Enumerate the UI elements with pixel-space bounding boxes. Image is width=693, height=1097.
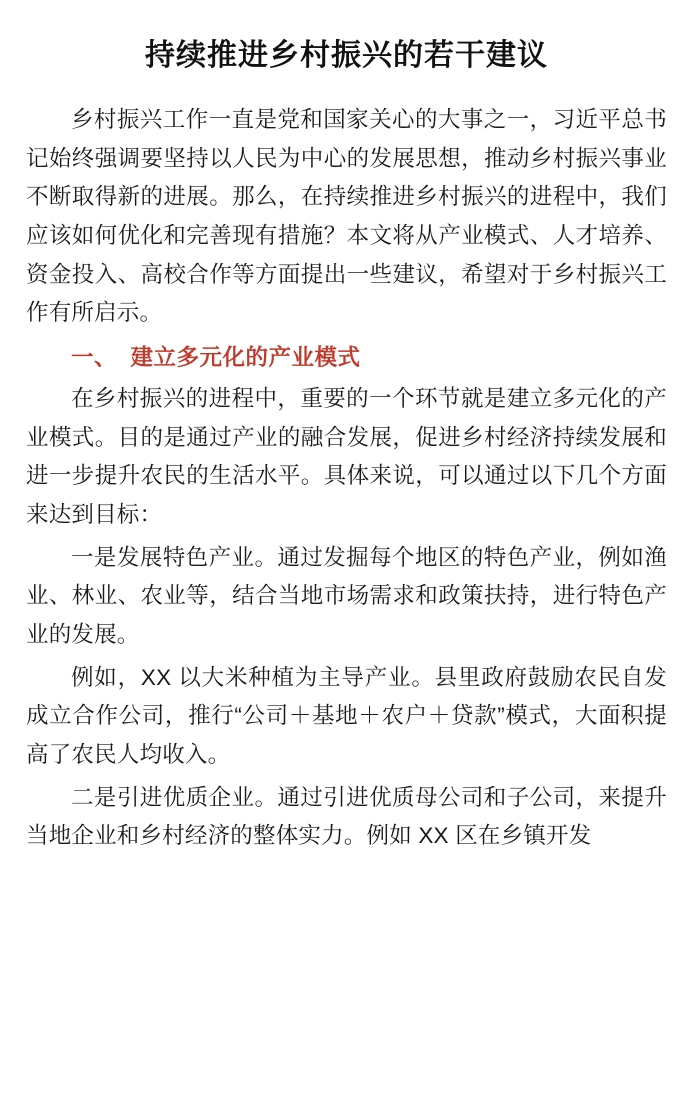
section-title-1: 建立多元化的产业模式 bbox=[130, 345, 361, 371]
paragraph-1-2: 一是发展特色产业。通过发掘每个地区的特色产业，例如渔业、林业、农业等，结合当地市场需求和政策扶持，进行特色产业的发展。 bbox=[26, 544, 667, 647]
paragraph-1-3: 例如，XX 以大米种植为主导产业。县里政府鼓励农民自发成立合作公司，推行“公司＋基地＋农户＋贷款”模式，大面积提高了农民人均收入。 bbox=[26, 664, 667, 767]
section-heading-1 bbox=[26, 339, 667, 378]
paragraph-1-1: 在乡村振兴的进程中，重要的一个环节就是建立多元化的产业模式。目的是通过产业的融合发展，促进乡村经济持续发展和进一步提升农民的生活水平。具体来说，可以通过以下几个方面来达到目标： bbox=[26, 385, 667, 527]
section-number-1: 一、 bbox=[71, 345, 118, 371]
paragraph-intro: 乡村振兴工作一直是党和国家关心的大事之一，习近平总书记始终强调要坚持以人民为中心的发展思想，推动乡村振兴事业不断取得新的进展。那么，在持续推进乡村振兴的进程中，我们应该如何优化和完善现有措施？本文将从产业模式、人才培养、资金投入、高校合作等方面提出一些建议，希望对于乡村振兴工作有所启示。 bbox=[26, 107, 667, 326]
page-title: 持续推进乡村振兴的若干建议 bbox=[145, 39, 548, 72]
paragraph-1-4: 二是引进优质企业。通过引进优质母公司和子公司，来提升当地企业和乡村经济的整体实力。例如 XX 区在乡镇开发 bbox=[26, 784, 667, 849]
